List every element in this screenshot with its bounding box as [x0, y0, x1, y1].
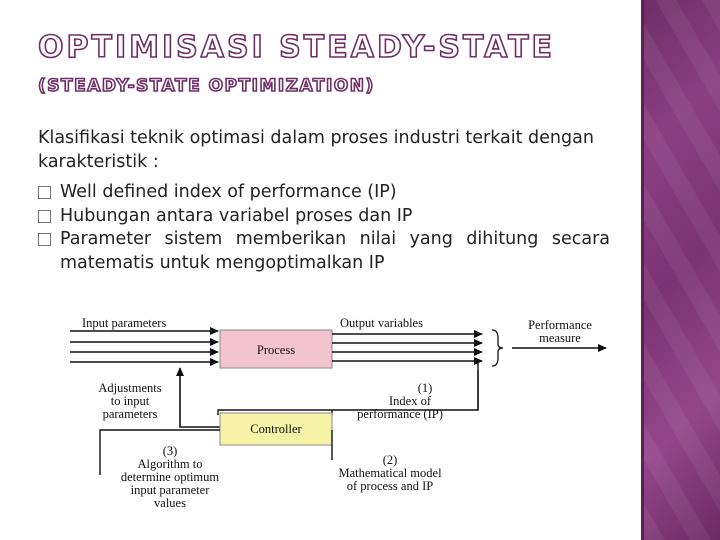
optimization-block-diagram	[70, 310, 630, 520]
ip-label-2: performance (IP)	[357, 407, 443, 421]
bullet-item	[38, 228, 610, 275]
ip-label: Index of	[389, 394, 431, 408]
model-number: (2)	[382, 453, 398, 467]
slide-subtitle: (STEADY-STATE OPTIMIZATION)	[38, 76, 375, 96]
performance-label-2: measure	[539, 331, 581, 345]
bullet-text: Parameter sistem memberikan nilai yang dihitung secara matematis untuk mengoptimalkan IP	[60, 229, 610, 273]
algorithm-label-3: input parameter	[130, 483, 210, 497]
adjustments-label-2: to input	[110, 394, 150, 408]
bullet-text: Hubungan antara variabel proses dan IP	[60, 205, 413, 226]
bullet-item	[38, 205, 610, 229]
slide-title: OPTIMISASI STEADY-STATE	[38, 30, 556, 65]
bullet-item	[38, 181, 610, 205]
checkbox-bullet-icon	[38, 233, 51, 246]
output-brace	[492, 330, 503, 366]
algorithm-label-2: determine optimum	[120, 470, 220, 484]
adjustment-arrow	[180, 368, 220, 427]
ip-number: (1)	[417, 381, 433, 395]
algorithm-label: Algorithm to	[137, 457, 203, 471]
adjustments-label-3: parameters	[102, 407, 158, 421]
adjustments-label: Adjustments	[98, 381, 162, 395]
output-variables-label: Output variables	[340, 316, 423, 330]
decorative-side-bar	[641, 0, 720, 540]
model-label: Mathematical model	[338, 466, 442, 480]
algorithm-label-4: values	[154, 496, 186, 510]
bullet-list	[38, 181, 610, 275]
checkbox-bullet-icon	[38, 186, 51, 199]
model-label-2: of process and IP	[346, 479, 434, 493]
algorithm-number: (3)	[162, 444, 178, 458]
bullet-text: Well defined index of performance (IP)	[60, 182, 397, 202]
checkbox-bullet-icon	[38, 210, 51, 223]
intro-text: Klasifikasi teknik optimasi dalam proses industri terkait dengan karakteristik :	[38, 128, 594, 172]
performance-label: Performance	[528, 318, 592, 332]
controller-label: Controller	[250, 422, 302, 436]
process-label: Process	[256, 343, 296, 357]
input-parameters-label: Input parameters	[82, 316, 167, 330]
